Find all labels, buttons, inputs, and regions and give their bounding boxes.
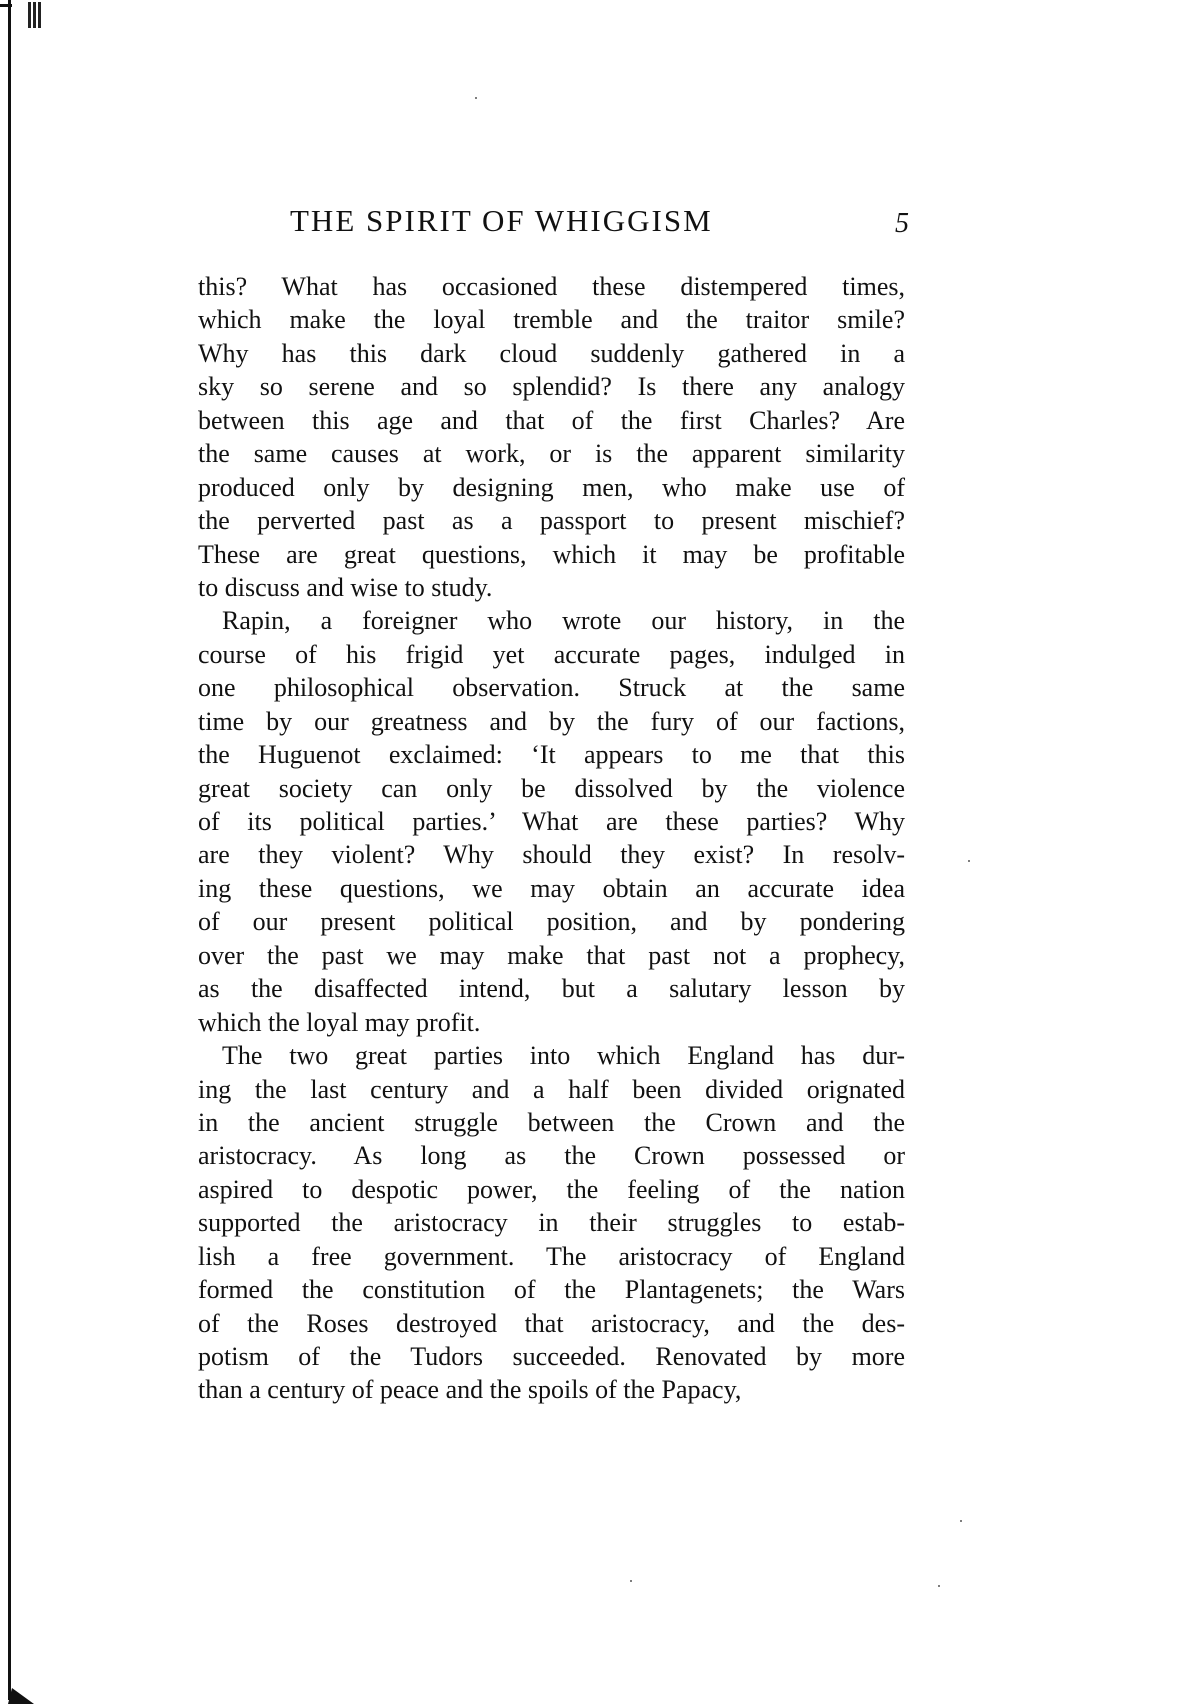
text-line: this? What has occasioned these distempered times, bbox=[198, 272, 905, 301]
scan-artifact bbox=[28, 2, 42, 28]
body-text bbox=[198, 270, 905, 1407]
text-line: of the Roses destroyed that aristocracy, and the des- bbox=[198, 1308, 905, 1338]
text-line: to discuss and wise to study. bbox=[198, 572, 493, 602]
text-line: formed the constitution of the Plantagenets; the Wars bbox=[198, 1275, 905, 1305]
text-line: the same causes at work, or is the apparent similarity bbox=[198, 439, 905, 469]
speck bbox=[968, 860, 970, 862]
text-line: lish a free government. The aristocracy of England bbox=[198, 1241, 905, 1271]
text-line: great society can only be dissolved by the violence bbox=[198, 773, 905, 803]
text-line: between this age and that of the first Charles? Are bbox=[198, 405, 905, 435]
speck bbox=[938, 1585, 940, 1587]
text-line: These are great questions, which it may be profitable bbox=[198, 539, 905, 569]
speck bbox=[960, 1520, 962, 1522]
text-line: aristocracy. As long as the Crown possessed or bbox=[198, 1141, 905, 1171]
text-line: of our present political position, and by pondering bbox=[198, 907, 905, 937]
text-line: course of his frigid yet accurate pages, indulged in bbox=[198, 639, 905, 669]
text-line: potism of the Tudors succeeded. Renovated by more bbox=[198, 1342, 905, 1371]
binding-tick bbox=[0, 4, 12, 7]
text-line: which make the loyal tremble and the traitor smile? bbox=[198, 305, 905, 335]
text-line: ing these questions, we may obtain an accurate idea bbox=[198, 873, 905, 903]
text-line: of its political parties.’ What are these parties? Why bbox=[198, 807, 905, 836]
text-line: which the loyal may profit. bbox=[198, 1007, 481, 1037]
text-line: sky so serene and so splendid? Is there any analogy bbox=[198, 372, 905, 402]
speck bbox=[475, 97, 477, 99]
text-line: Why has this dark cloud suddenly gathered in a bbox=[198, 338, 905, 368]
text-line: time by our greatness and by the fury of our factions, bbox=[198, 706, 905, 736]
text-line: produced only by designing men, who make use of bbox=[198, 472, 905, 502]
text-line: aspired to despotic power, the feeling of the nation bbox=[198, 1174, 905, 1204]
running-title: THE SPIRIT OF WHIGGISM bbox=[290, 203, 713, 238]
text-line: the perverted past as a passport to present mischief? bbox=[198, 506, 905, 536]
page-number: 5 bbox=[895, 208, 909, 239]
page-binding-edge bbox=[8, 0, 11, 1700]
text-line: The two great parties into which England has dur- bbox=[222, 1041, 905, 1071]
text-line: Rapin, a foreigner who wrote our history, in the bbox=[222, 606, 905, 636]
speck bbox=[630, 1580, 632, 1582]
text-line: in the ancient struggle between the Crown and the bbox=[198, 1107, 905, 1137]
text-line: the Huguenot exclaimed: ‘It appears to me that this bbox=[198, 740, 905, 770]
binding-foot bbox=[8, 1688, 34, 1704]
text-line: are they violent? Why should they exist? In resolv- bbox=[198, 840, 905, 870]
text-line: as the disaffected intend, but a salutary lesson by bbox=[198, 974, 905, 1004]
text-line: one philosophical observation. Struck at the same bbox=[198, 673, 905, 703]
text-line: supported the aristocracy in their struggles to estab- bbox=[198, 1208, 905, 1238]
text-line: over the past we may make that past not a prophecy, bbox=[198, 940, 905, 970]
text-line: than a century of peace and the spoils of the Papacy, bbox=[198, 1375, 742, 1405]
text-line: ing the last century and a half been divided orignated bbox=[198, 1074, 905, 1104]
